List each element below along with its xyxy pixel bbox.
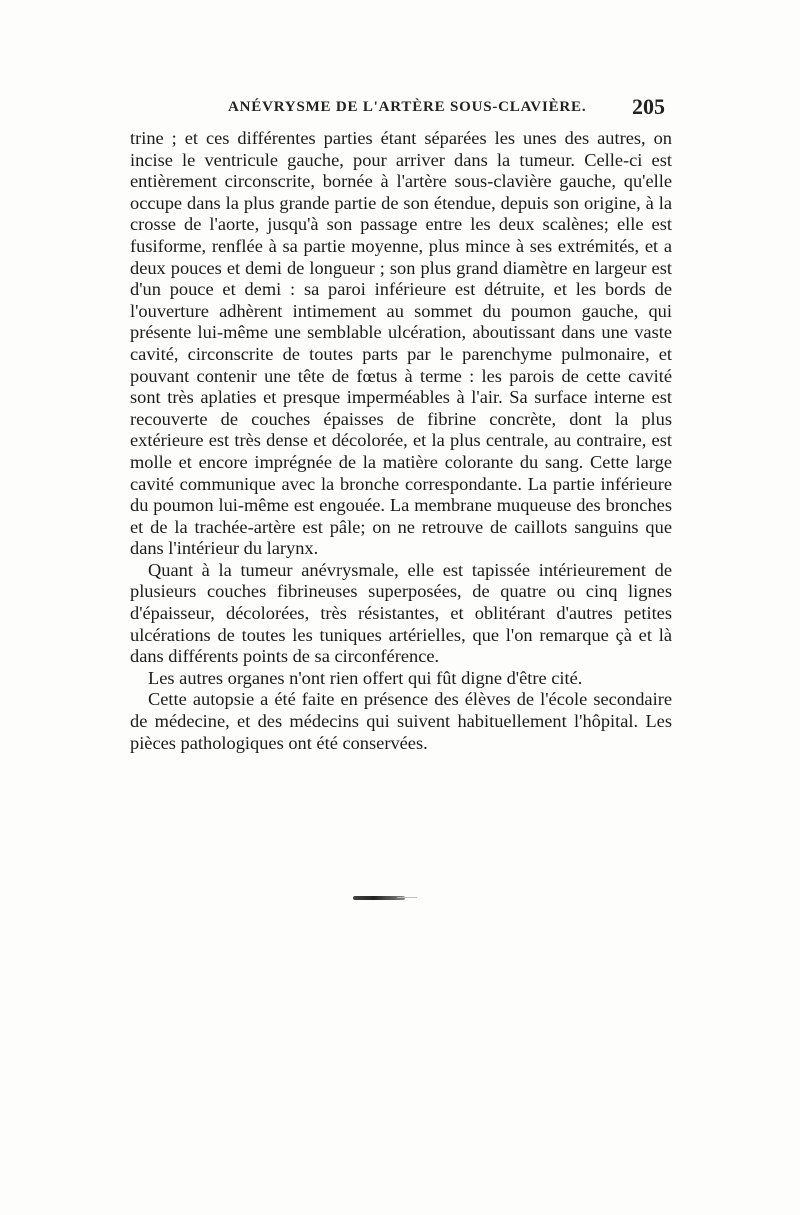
- paragraph-tumeur: Quant à la tumeur anévrysmale, elle est tapissée intérieurement de plusieurs couches fibrineuses superposées, de quatre ou cinq lignes d'épaisseur, décolorées, très résistantes, et oblitérant d'autres petites ulcérations de toutes les tuniques artérielles, que l'on remarque çà et là dans différents points de sa circonférence.: [130, 559, 672, 667]
- paragraph-autopsie: Cette autopsie a été faite en présence des élèves de l'école secondaire de médecine, et des médecins qui suivent habituellement l'hôpital. Les pièces pathologiques ont été conservées.: [130, 689, 672, 753]
- end-ornament-rule: [353, 896, 405, 900]
- paragraph-autres-organes: Les autres organes n'ont rien offert qui fût digne d'être cité.: [148, 667, 583, 688]
- running-head: ANÉVRYSME DE L'ARTÈRE SOUS-CLAVIÈRE.: [228, 99, 587, 115]
- paragraph-continued: trine ; et ces différentes parties étant séparées les unes des autres, on incise le ventricule gauche, pour arriver dans la tumeur. Celle-ci est entièrement circonscrite, bornée à l'artère sous-clavière gauche, qu'elle occupe dans la plus grande partie de son étendue, depuis son origine, à la crosse de l'aorte, jusqu'à son passage entre les deux scalènes; elle est fusiforme, renflée à sa partie moyenne, plus mince à ses extrémités, et a deux pouces et demi de longueur ; son plus grand diamètre en largeur est d'un pouce et demi : sa paroi inférieure est détruite, et les bords de l'ouverture adhèrent intimement au sommet du poumon gauche, qui présente lui-même une semblable ulcération, aboutissant dans une vaste cavité, circonscrite de toutes parts par le parenchyme pulmonaire, et pouvant contenir une tête de fœtus à terme : les parois de cette cavité sont très aplaties et presque imperméables à l'air. Sa surface interne est recouverte de couches épaisses de fibrine concrète, dont la plus extérieure est très dense et décolorée, et la plus centrale, au contraire, est molle et encore imprégnée de la matière colorante du sang. Cette large cavité communique avec la bronche correspondante. La partie inférieure du poumon lui-même est engouée. La membrane muqueuse des bronches et de la trachée-artère est pâle; on ne retrouve de caillots sanguins que dans l'intérieur du larynx.: [130, 128, 672, 559]
- body-text: [130, 128, 672, 754]
- page-number: 205: [632, 94, 665, 119]
